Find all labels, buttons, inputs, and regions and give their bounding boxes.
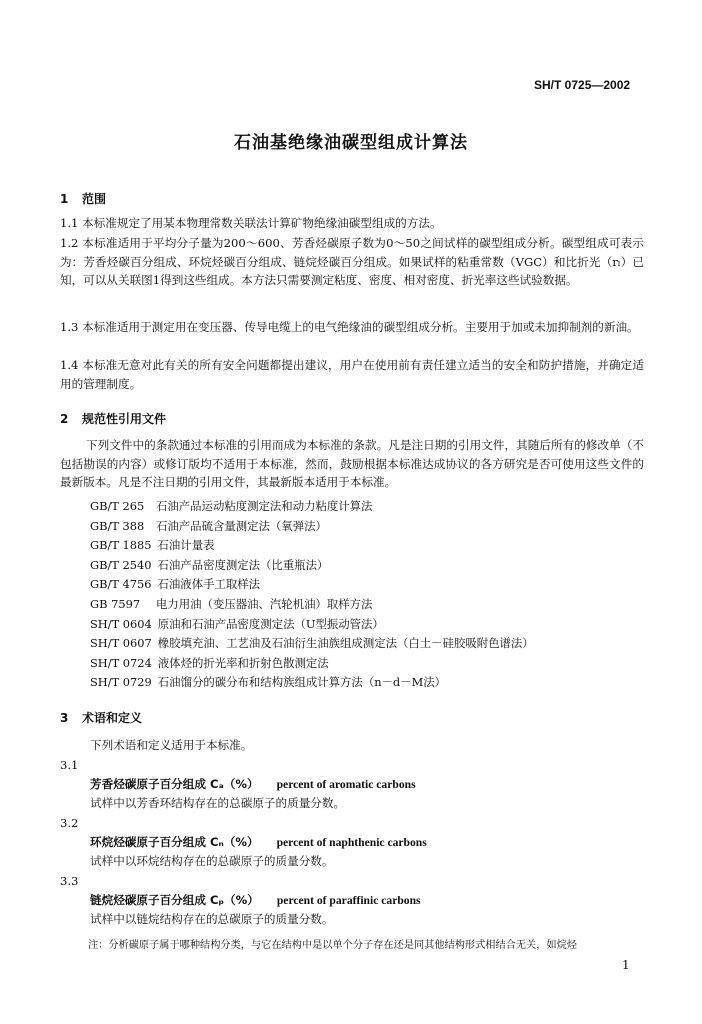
section-number: 1 (60, 192, 69, 206)
section-2-heading (60, 410, 166, 427)
term-english: percent of paraffinic carbons (276, 894, 421, 907)
reference-title: 原油和石油产品密度测定法（U型振动管法） (157, 616, 384, 631)
reference-item (90, 595, 372, 613)
term-heading (90, 891, 421, 910)
reference-code: SH/T 0607 (90, 636, 152, 651)
term-chinese: 链烷烃碳原子百分组成 Cₚ（%） (90, 893, 259, 907)
reference-code: SH/T 0724 (90, 655, 152, 670)
paragraph-1-4: 1.4 本标准无意对此有关的所有安全问题都提出建议，用户在使用前有责任建立适当的安全和防护措施，并确定适用的管理制度。 (60, 358, 644, 391)
reference-title: 石油计量表 (157, 538, 215, 553)
reference-code: GB/T 4756 (90, 577, 152, 592)
section-number: 2 (60, 412, 69, 426)
section-title: 术语和定义 (82, 711, 143, 725)
reference-title: 石油馏分的碳分布和结构族组成计算方法（n－d－M法） (157, 675, 447, 690)
reference-item (90, 575, 260, 593)
reference-item (90, 536, 214, 554)
section-3-intro: 下列术语和定义适用于本标准。 (90, 738, 253, 752)
reference-code: GB/T 265 (90, 499, 145, 513)
section-title: 规范性引用文件 (82, 412, 167, 426)
section-title: 范围 (82, 192, 107, 206)
reference-item (90, 654, 329, 672)
section-2-intro: 下列文件中的条款通过本标准的引用而成为本标准的条款。凡是注日期的引用文件，其随后所有的修改单（不包括勘误的内容）或修订版均不适用于本标准，然而，鼓励根据本标准达成协议的各方研究是否可使用这些文件的最新版本。凡是不注日期的引用文件，其最新版本适用于本标准。 (60, 438, 644, 489)
paragraph-1-2: 1.2 本标准适用于平均分子量为200～600、芳香烃碳原子数为0～50之间试样的碳型组成分析。碳型组成可表示为：芳香烃碳百分组成、环烷烃碳百分组成、链烷烃碳百分组成。如果试样的粘重常数（VGC）和比折光（rₗ）已知，可以从关联图1得到这些组成。本方法只需要测定粘度、密度、相对密度、折光率这些试验数据。 (60, 236, 644, 287)
section-1-heading (60, 190, 106, 207)
reference-item (90, 517, 327, 535)
reference-title: 石油产品硫含量测定法（氧弹法） (156, 518, 327, 533)
term-english: percent of aromatic carbons (276, 778, 416, 791)
reference-item (90, 634, 534, 652)
term-definition: 试样中以芳香环结构存在的总碳原子的质量分数。 (90, 796, 346, 810)
term-chinese: 芳香烃碳原子百分组成 Cₐ（%） (90, 777, 259, 791)
term-number: 3.1 (60, 758, 79, 772)
reference-title: 电力用油（变压器油、汽轮机油）取样方法 (156, 597, 373, 611)
term-number: 3.2 (60, 816, 79, 830)
term-heading (90, 833, 427, 852)
term-chinese: 环烷烃碳原子百分组成 Cₙ（%） (90, 835, 259, 849)
reference-title: 石油产品密度测定法（比重瓶法） (157, 557, 329, 572)
section-3-heading (60, 709, 142, 726)
reference-item (90, 497, 372, 515)
term-english: percent of naphthenic carbons (276, 836, 427, 849)
reference-code: GB/T 388 (90, 518, 145, 533)
paragraph-1-3: 1.3 本标准适用于测定用在变压器、传导电缆上的电气绝缘油的碳型组成分析。主要用于加或未加抑制剂的新油。 (60, 320, 639, 334)
reference-title: 橡胶填充油、工艺油及石油衍生油族组成测定法（白土－硅胶吸附色谱法） (157, 636, 534, 651)
document-title: 石油基绝缘油碳型组成计算法 (234, 133, 468, 153)
reference-code: SH/T 0729 (90, 675, 152, 690)
reference-code: GB/T 2540 (90, 557, 152, 572)
term-number: 3.3 (60, 874, 79, 888)
reference-code: GB 7597 (90, 597, 141, 611)
reference-title: 石油液体手工取样法 (157, 577, 261, 592)
reference-item (90, 615, 384, 633)
reference-title: 液体烃的折光率和折射色散测定法 (157, 655, 329, 670)
reference-title: 石油产品运动粘度测定法和动力粘度计算法 (156, 499, 373, 513)
standard-code-header: SH/T 0725—2002 (534, 78, 631, 92)
page-number: 1 (622, 958, 630, 972)
reference-code: SH/T 0604 (90, 616, 152, 631)
term-heading (90, 775, 416, 794)
term-definition: 试样中以环烷结构存在的总碳原子的质量分数。 (90, 854, 334, 868)
term-definition: 试样中以链烷结构存在的总碳原子的质量分数。 (90, 912, 334, 926)
reference-item (90, 556, 328, 574)
section-number: 3 (60, 711, 69, 725)
paragraph-1-1: 1.1 本标准规定了用某本物理常数关联法计算矿物绝缘油碳型组成的方法。 (60, 216, 442, 230)
reference-code: GB/T 1885 (90, 538, 152, 553)
note-text: 注：分析碳原子属于哪种结构分类，与它在结构中是以单个分子存在还是同其他结构形式相结合无关，如烷烃 (88, 940, 577, 951)
reference-item (90, 673, 446, 691)
